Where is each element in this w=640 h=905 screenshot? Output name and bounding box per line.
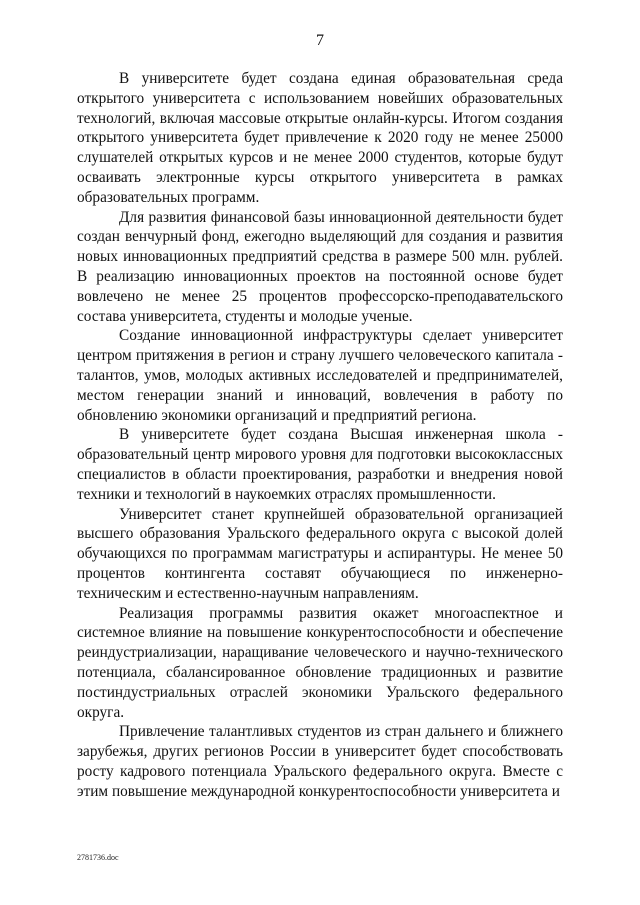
page-number: 7 xyxy=(316,32,324,49)
paragraph-innovation-infrastructure: Создание инновационной инфраструктуры сделает университет центром притяжения в регион и страну лучшего человеческого капитала - талантов, умов, молодых активных исследователей и предпринимателей, местом генерации знаний и инноваций, вовлечения в работу по обновлению экономики организаций и предприятий региона. xyxy=(77,327,563,424)
paragraph-open-university: В университете будет создана единая образовательная среда открытого университета с использованием новейших образовательных технологий, включая массовые открытые онлайн-курсы. Итогом создания открытого университета будет привлечение к 2020 году не менее 25000 слушателей открытых курсов и не менее 2000 студентов, которые будут осваивать электронные курсы открытого университета в рамках образовательных программ. xyxy=(77,70,563,206)
document-body xyxy=(77,69,563,801)
paragraph-engineering-school: В университете будет создана Высшая инженерная школа - образовательный центр мирового уровня для подготовки высококлассных специалистов в области проектирования, разработки и внедрения новой техники и технологий в наукоемких отраслях промышленности. xyxy=(77,426,563,503)
paragraph-talent-attraction: Привлечение талантливых студентов из стран дальнего и ближнего зарубежья, других регионов России в университет будет способствовать росту кадрового потенциала Уральского федерального округа. Вместе с этим повышение международной конкурентоспособности университета и xyxy=(77,723,563,800)
footer-document-code: 2781736.doc xyxy=(77,853,119,862)
paragraph-largest-organization: Университет станет крупнейшей образовательной организацией высшего образования Уральского федерального округа с высокой долей обучающихся по программам магистратуры и аспирантуры. Не менее 50 процентов контингента составят обучающиеся по инженерно-техническим и естественно-научным направлениям. xyxy=(77,505,563,602)
paragraph-venture-fund: Для развития финансовой базы инновационной деятельности будет создан венчурный фонд, ежегодно выделяющий для создания и развития новых инновационных предприятий средства в размере 500 млн. рублей. В реализацию инновационных проектов на постоянной основе будет вовлечено не менее 25 процентов профессорско-преподавательского состава университета, студенты и молодые ученые. xyxy=(77,208,563,325)
paragraph-program-impact: Реализация программы развития окажет многоаспектное и системное влияние на повышение конкурентоспособности и обеспечение реиндустриализации, наращивание человеческого и научно-технического потенциала, сбалансированное обновление традиционных и развитие постиндустриальных отраслей экономики Уральского федерального округа. xyxy=(77,604,563,721)
